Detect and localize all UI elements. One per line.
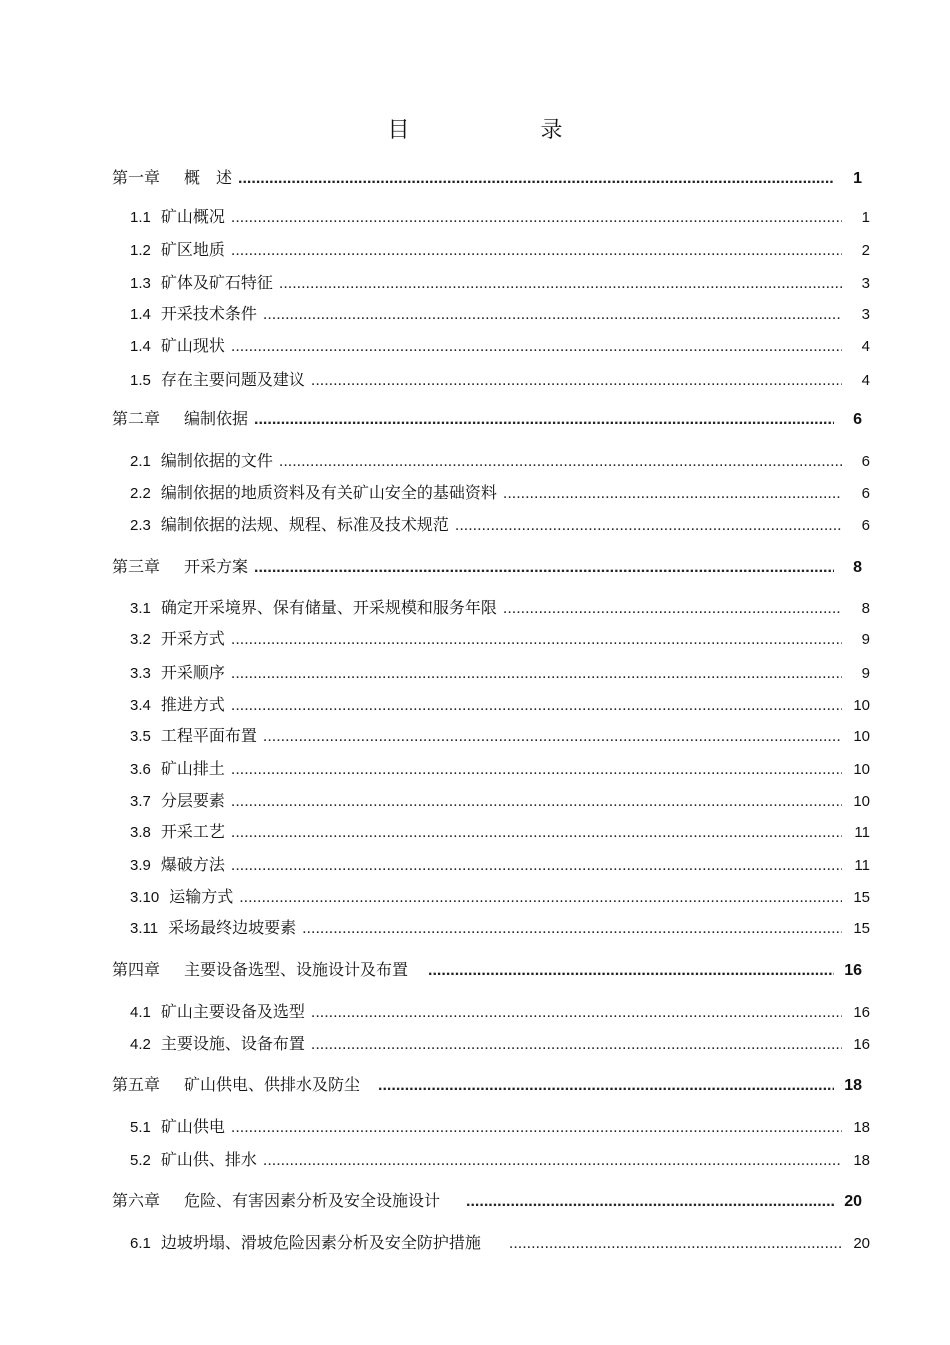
toc-entry-page: 10 <box>853 728 870 745</box>
toc-section-1-4b[interactable] <box>130 334 870 358</box>
toc-section-5-2[interactable] <box>130 1148 870 1172</box>
toc-dot-leader <box>231 821 842 845</box>
toc-section-3-11[interactable] <box>130 916 870 940</box>
toc-section-1-2[interactable] <box>130 238 870 262</box>
toc-section-3-5[interactable] <box>130 724 870 748</box>
toc-entry-number: 2.3 <box>130 517 151 534</box>
toc-chapter-4[interactable] <box>112 958 862 982</box>
toc-entry-page: 3 <box>861 306 870 323</box>
toc-entry-page: 10 <box>853 793 870 810</box>
toc-chapter-3[interactable] <box>112 555 862 579</box>
toc-entry-label: 运输方式 <box>169 887 234 906</box>
toc-entry-label: 确定开采境界、保有储量、开采规模和服务年限 <box>160 598 497 617</box>
toc-entry-number: 4.1 <box>130 1004 151 1021</box>
toc-entry-label: 矿山概况 <box>160 207 225 226</box>
toc-dot-leader <box>503 597 842 621</box>
toc-dot-leader <box>311 1033 842 1057</box>
toc-dot-leader <box>378 1074 834 1098</box>
toc-chapter-1[interactable] <box>112 166 862 190</box>
toc-entry-number: 1.3 <box>130 275 151 292</box>
toc-dot-leader <box>231 239 842 263</box>
toc-section-1-5[interactable] <box>130 368 870 392</box>
toc-section-3-7[interactable] <box>130 789 870 813</box>
toc-section-2-3[interactable] <box>130 513 870 537</box>
toc-entry-page: 11 <box>854 824 870 841</box>
toc-entry-page: 11 <box>854 857 870 874</box>
toc-entry-page: 3 <box>861 275 870 292</box>
toc-entry-label: 采场最终边坡要素 <box>168 918 297 937</box>
toc-entry-number: 第一章 <box>112 168 161 187</box>
toc-entry-page: 2 <box>861 242 870 259</box>
toc-entry-label: 存在主要问题及建议 <box>160 370 305 389</box>
toc-entry-label: 边坡坍塌、滑坡危险因素分析及安全防护措施 <box>160 1233 481 1252</box>
toc-entry-label: 编制依据的法规、规程、标准及技术规范 <box>160 515 449 534</box>
toc-entry-page: 6 <box>861 517 870 534</box>
toc-entry-label: 矿区地质 <box>160 240 225 259</box>
toc-dot-leader <box>311 1001 842 1025</box>
toc-dot-leader <box>231 1116 842 1140</box>
toc-dot-leader <box>254 556 834 580</box>
toc-entry-page: 4 <box>861 338 870 355</box>
toc-entry-label: 开采工艺 <box>160 822 225 841</box>
toc-dot-leader <box>455 514 842 538</box>
toc-dot-leader <box>238 167 834 191</box>
toc-entry-label: 推进方式 <box>160 695 225 714</box>
toc-section-4-1[interactable] <box>130 1000 870 1024</box>
toc-chapter-2[interactable] <box>112 407 862 431</box>
toc-dot-leader <box>231 694 842 718</box>
toc-entry-page: 1 <box>861 209 870 226</box>
toc-entry-page: 9 <box>861 631 870 648</box>
toc-chapter-5[interactable] <box>112 1073 862 1097</box>
toc-section-1-4a[interactable] <box>130 302 870 326</box>
toc-dot-leader <box>509 1232 842 1256</box>
toc-entry-page: 1 <box>853 170 862 187</box>
toc-entry-label: 编制依据的文件 <box>160 451 273 470</box>
toc-section-3-9[interactable] <box>130 853 870 877</box>
toc-entry-number: 3.6 <box>130 761 151 778</box>
toc-entry-number: 3.10 <box>130 889 160 906</box>
toc-section-2-2[interactable] <box>130 481 870 505</box>
toc-entry-label: 矿山供、排水 <box>160 1150 257 1169</box>
toc-dot-leader <box>231 335 842 359</box>
toc-entry-page: 16 <box>853 1004 870 1021</box>
toc-section-2-1[interactable] <box>130 449 870 473</box>
toc-dot-leader <box>302 917 842 941</box>
toc-entry-label: 编制依据 <box>184 409 249 428</box>
toc-entry-number: 第四章 <box>112 960 161 979</box>
toc-dot-leader <box>231 662 842 686</box>
toc-entry-label: 编制依据的地质资料及有关矿山安全的基础资料 <box>160 483 497 502</box>
toc-dot-leader <box>263 303 842 327</box>
toc-dot-leader <box>231 758 842 782</box>
toc-entry-page: 6 <box>861 453 870 470</box>
toc-dot-leader <box>231 628 842 652</box>
toc-entry-label: 矿山供电、供排水及防尘 <box>184 1075 361 1094</box>
toc-dot-leader <box>263 1149 842 1173</box>
toc-entry-page: 6 <box>853 411 862 428</box>
toc-dot-leader <box>279 450 842 474</box>
toc-entry-page: 10 <box>853 697 870 714</box>
toc-entry-label: 工程平面布置 <box>160 726 257 745</box>
toc-entry-label: 概 述 <box>184 168 233 187</box>
toc-dot-leader <box>239 886 842 910</box>
toc-entry-label: 矿山排土 <box>160 759 225 778</box>
toc-entry-number: 3.5 <box>130 728 151 745</box>
toc-dot-leader <box>503 482 842 506</box>
toc-entry-page: 20 <box>844 1193 862 1210</box>
toc-entry-page: 9 <box>861 665 870 682</box>
toc-entry-page: 18 <box>844 1077 862 1094</box>
toc-entry-number: 2.2 <box>130 485 151 502</box>
toc-section-3-10[interactable] <box>130 885 870 909</box>
toc-entry-page: 20 <box>853 1235 870 1252</box>
toc-entry-page: 18 <box>853 1152 870 1169</box>
toc-entry-label: 矿体及矿石特征 <box>160 273 273 292</box>
toc-entry-number: 4.2 <box>130 1036 151 1053</box>
toc-entry-number: 3.4 <box>130 697 151 714</box>
toc-entry-label: 开采技术条件 <box>160 304 257 323</box>
toc-section-1-3[interactable] <box>130 271 870 295</box>
toc-entry-label: 开采方式 <box>160 629 225 648</box>
toc-entry-number: 第五章 <box>112 1075 161 1094</box>
toc-entry-number: 2.1 <box>130 453 151 470</box>
toc-dot-leader <box>263 725 842 749</box>
toc-entry-label: 矿山供电 <box>160 1117 225 1136</box>
toc-entry-page: 8 <box>861 600 870 617</box>
toc-chapter-6[interactable] <box>112 1189 862 1213</box>
toc-entry-label: 开采方案 <box>184 557 249 576</box>
toc-entry-page: 15 <box>853 920 870 937</box>
toc-section-6-1[interactable] <box>130 1231 870 1255</box>
toc-entry-number: 3.9 <box>130 857 151 874</box>
toc-entry-number: 3.8 <box>130 824 151 841</box>
toc-entry-number: 1.4 <box>130 306 151 323</box>
toc-entry-page: 4 <box>861 372 870 389</box>
toc-dot-leader <box>311 369 842 393</box>
toc-section-3-2[interactable] <box>130 627 870 651</box>
toc-dot-leader <box>466 1190 834 1214</box>
toc-entry-number: 1.2 <box>130 242 151 259</box>
toc-section-3-3[interactable] <box>130 661 870 685</box>
toc-section-3-8[interactable] <box>130 820 870 844</box>
toc-entry-page: 6 <box>861 485 870 502</box>
toc-entry-number: 3.7 <box>130 793 151 810</box>
toc-section-1-1[interactable] <box>130 205 870 229</box>
toc-section-3-6[interactable] <box>130 757 870 781</box>
toc-entry-number: 5.1 <box>130 1119 151 1136</box>
toc-entry-page: 10 <box>853 761 870 778</box>
toc-entry-number: 3.2 <box>130 631 151 648</box>
toc-entry-label: 分层要素 <box>160 791 225 810</box>
toc-entry-label: 爆破方法 <box>160 855 225 874</box>
toc-entry-number: 1.5 <box>130 372 151 389</box>
toc-entry-label: 矿山现状 <box>160 336 225 355</box>
toc-entry-number: 第三章 <box>112 557 161 576</box>
toc-dot-leader <box>231 854 842 878</box>
toc-entry-number: 第二章 <box>112 409 161 428</box>
toc-dot-leader <box>254 408 834 432</box>
toc-section-3-4[interactable] <box>130 693 870 717</box>
toc-entry-number: 5.2 <box>130 1152 151 1169</box>
toc-entry-number: 3.1 <box>130 600 151 617</box>
toc-entry-number: 3.3 <box>130 665 151 682</box>
toc-entry-number: 3.11 <box>130 920 159 937</box>
toc-entry-number: 1.1 <box>130 209 151 226</box>
toc-entry-page: 15 <box>853 889 870 906</box>
toc-entry-label: 矿山主要设备及选型 <box>160 1002 305 1021</box>
toc-dot-leader <box>428 959 834 983</box>
toc-entry-label: 危险、有害因素分析及安全设施设计 <box>184 1191 441 1210</box>
toc-entry-page: 16 <box>844 962 862 979</box>
toc-entry-label: 主要设施、设备布置 <box>160 1034 305 1053</box>
toc-section-4-2[interactable] <box>130 1032 870 1056</box>
toc-dot-leader <box>231 206 842 230</box>
toc-entry-page: 18 <box>853 1119 870 1136</box>
toc-entry-number: 第六章 <box>112 1191 161 1210</box>
toc-section-5-1[interactable] <box>130 1115 870 1139</box>
toc-entry-label: 主要设备选型、设施设计及布置 <box>184 960 409 979</box>
toc-entry-number: 1.4 <box>130 338 151 355</box>
toc-entry-page: 16 <box>853 1036 870 1053</box>
toc-dot-leader <box>279 272 842 296</box>
toc-entry-number: 6.1 <box>130 1235 151 1252</box>
toc-entry-label: 开采顺序 <box>160 663 225 682</box>
page-title: 目 录 <box>387 118 625 143</box>
toc-section-3-1[interactable] <box>130 596 870 620</box>
toc-dot-leader <box>231 790 842 814</box>
toc-entry-page: 8 <box>853 559 862 576</box>
